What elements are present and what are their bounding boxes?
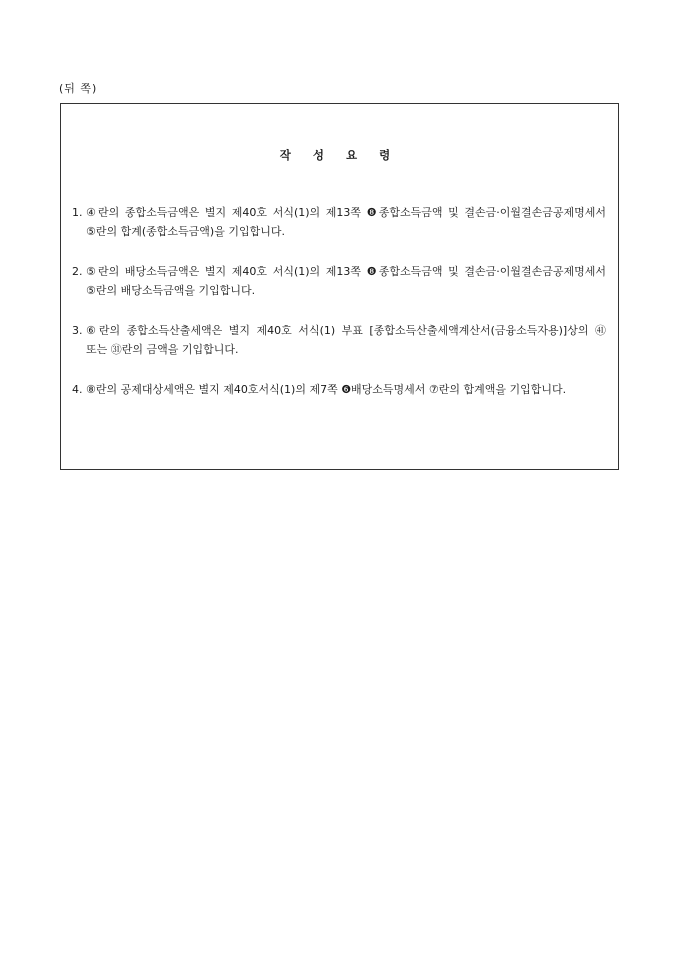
page-side-label: (뒤 쪽) [59, 82, 98, 95]
instruction-text: ④란의 종합소득금액은 별지 제40호 서식(1)의 제13쪽 ❽종합소득금액 및 결손금·이월결손금공제명세서 ⑤란의 합계(종합소득금액)을 기입합니다. [86, 206, 606, 238]
instruction-number: 3. [72, 324, 83, 337]
instructions-list [72, 203, 606, 420]
instruction-number: 2. [72, 265, 83, 278]
instruction-number: 4. [72, 383, 83, 396]
instruction-item-4 [72, 380, 606, 399]
instruction-text: ⑤란의 배당소득금액은 별지 제40호 서식(1)의 제13쪽 ❽종합소득금액 및 결손금·이월결손금공제명세서 ⑤란의 배당소득금액을 기입합니다. [86, 265, 606, 297]
instruction-number: 1. [72, 206, 83, 219]
instructions-title: 작 성 요 령 [279, 148, 400, 162]
instruction-text: ⑥란의 종합소득산출세액은 별지 제40호 서식(1) 부표 [종합소득산출세액계산서(금융소득자용)]상의 ㊶ 또는 ㉛란의 금액을 기입합니다. [86, 324, 606, 356]
instruction-item-3 [72, 321, 606, 359]
instruction-text: ⑧란의 공제대상세액은 별지 제40호서식(1)의 제7쪽 ❻배당소득명세서 ⑦란의 합계액을 기입합니다. [86, 383, 567, 396]
instruction-item-1 [72, 203, 606, 241]
instructions-box [60, 103, 619, 470]
instruction-item-2 [72, 262, 606, 300]
